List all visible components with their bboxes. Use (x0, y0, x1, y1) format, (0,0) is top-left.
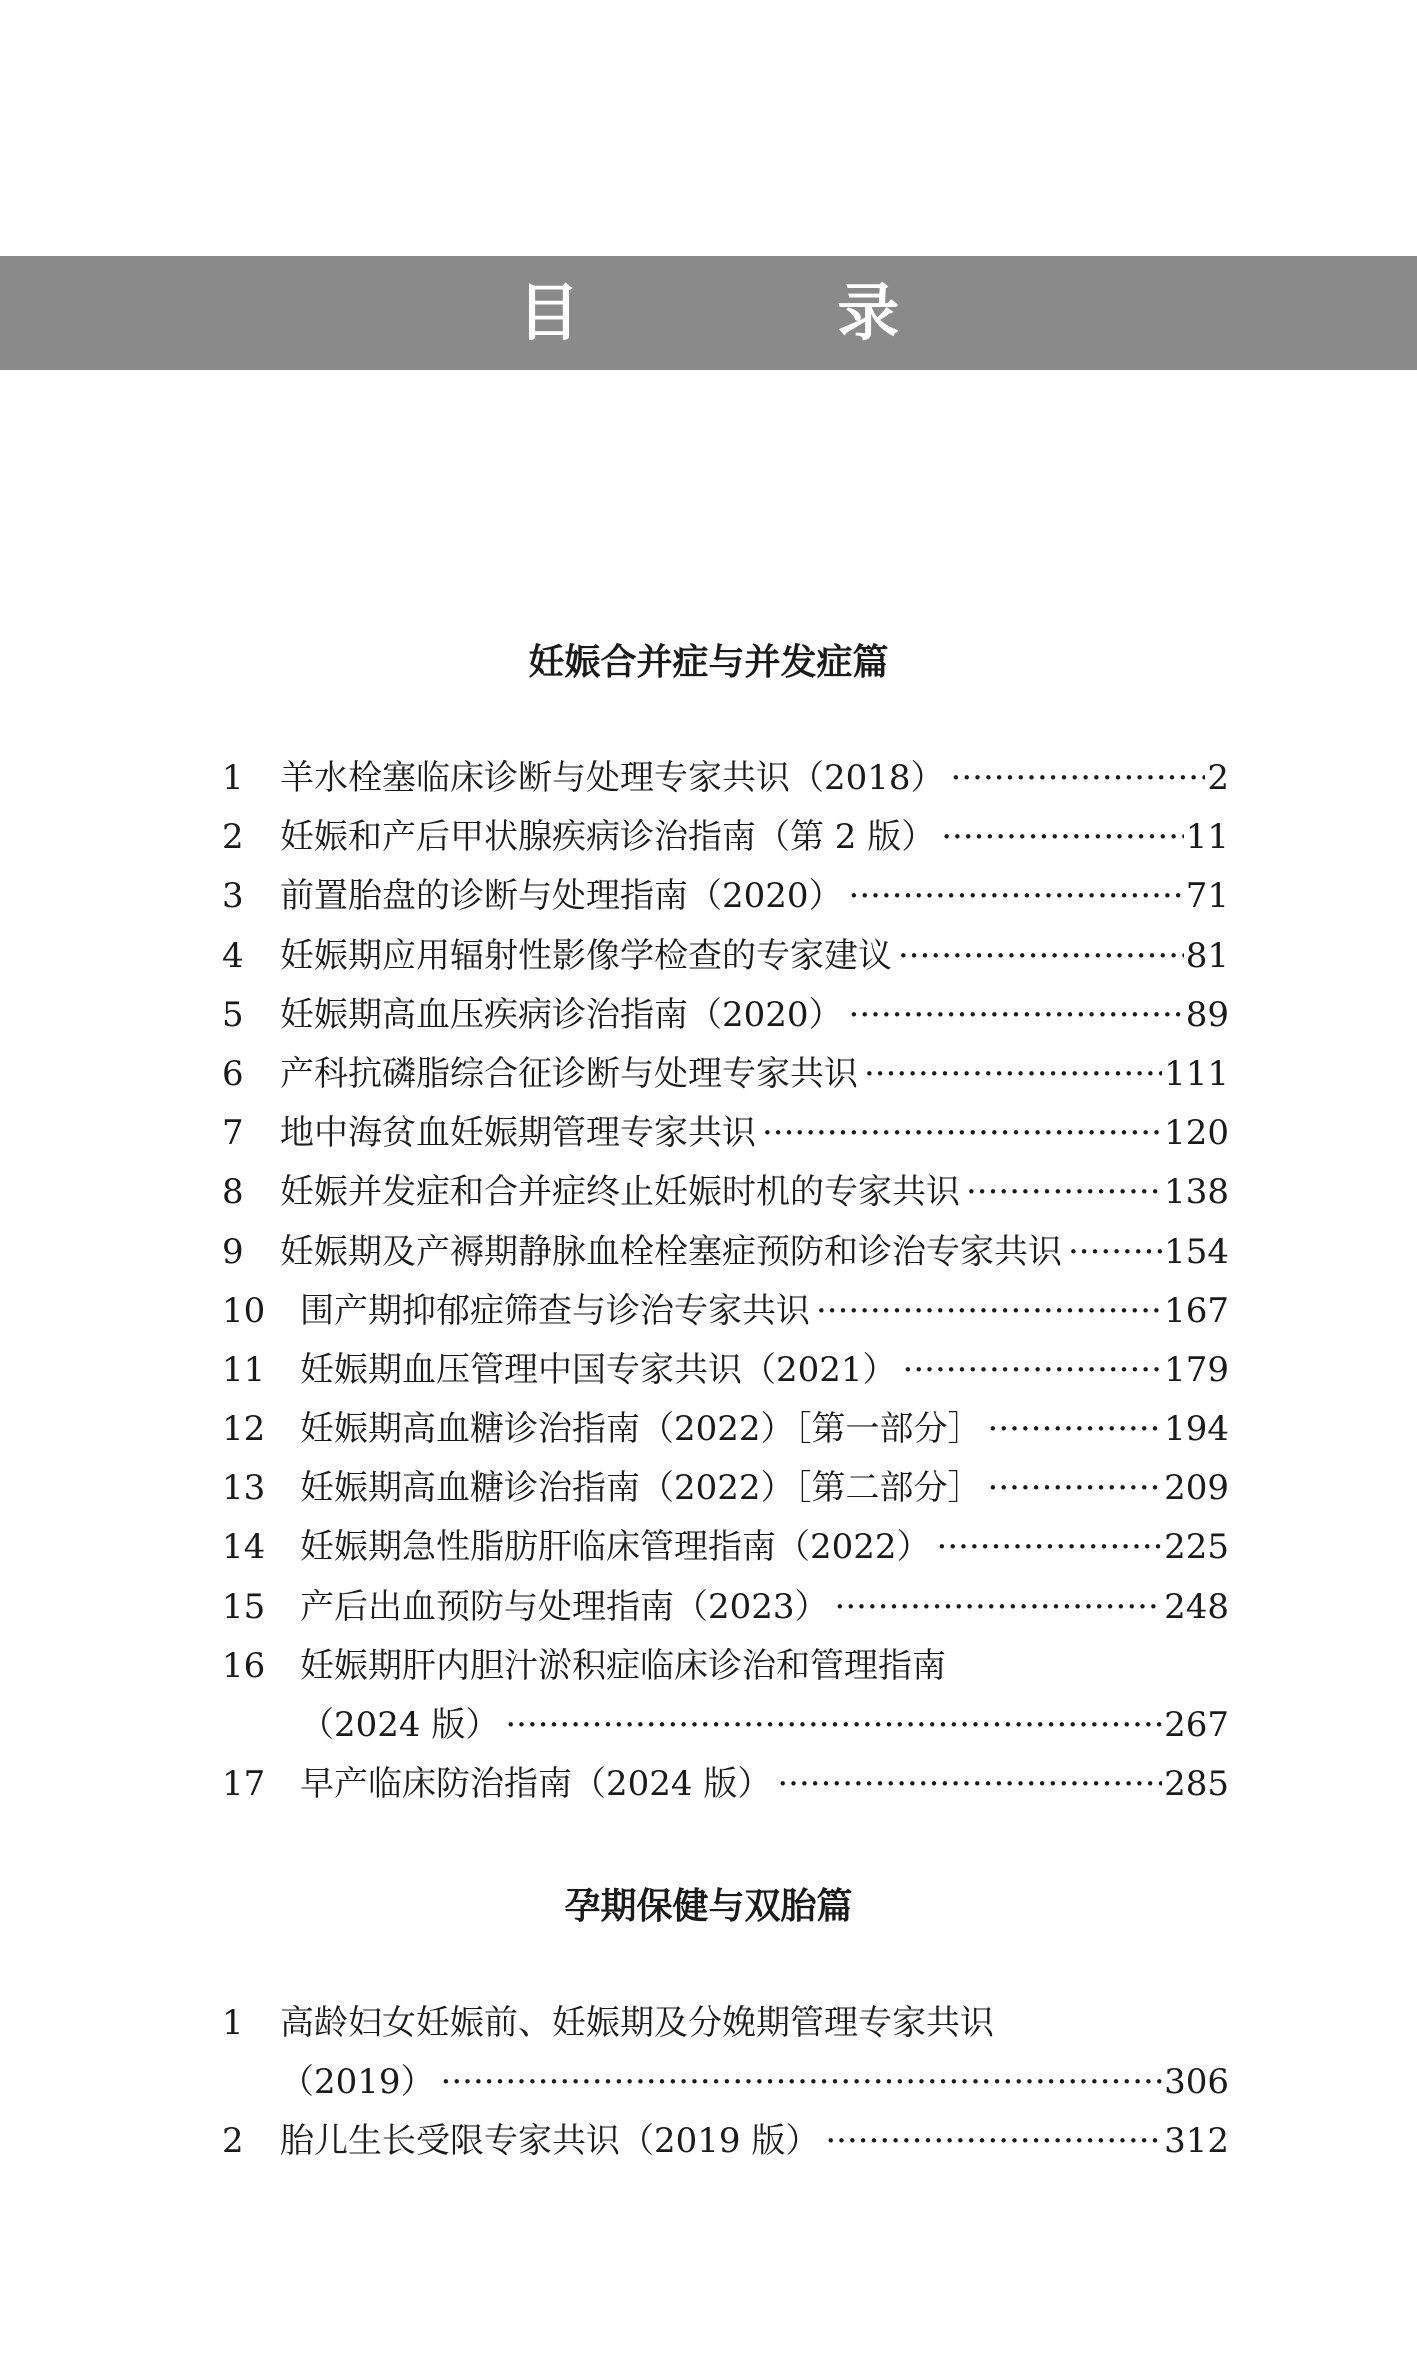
toc-entry-page: 285 (1164, 1764, 1229, 1805)
toc-entry[interactable] (222, 2053, 1229, 2112)
toc-entry-number: 1 (222, 2003, 244, 2043)
toc-dot-leader (441, 2053, 1163, 2112)
section-heading: 妊娠合并症与并发症篇 (528, 642, 889, 683)
toc-entry-page: 11 (1185, 817, 1229, 858)
toc-entry-title: 产科抗磷脂综合征诊断与处理专家共识 (280, 1053, 858, 1094)
toc-dot-leader (988, 1400, 1163, 1459)
toc-entry[interactable] (222, 1459, 1229, 1518)
toc-dot-leader (505, 1696, 1162, 1755)
toc-dot-leader (816, 1282, 1162, 1341)
toc-entry-page: 306 (1164, 2062, 1229, 2103)
toc-entry-title: 围产期抑郁症筛查与诊治专家共识 (300, 1290, 810, 1331)
toc-entry[interactable] (222, 1104, 1229, 1163)
toc-entry-number: 9 (222, 1231, 244, 1272)
toc-entry[interactable] (222, 1341, 1229, 1400)
toc-dot-leader (988, 1459, 1163, 1518)
toc-entry-title: 妊娠期高血糖诊治指南（2022）［第一部分］ (300, 1409, 982, 1450)
toc-entry[interactable] (222, 867, 1229, 926)
toc-entry-title: 妊娠期血压管理中国专家共识（2021） (300, 1349, 897, 1390)
toc-entry-page: 179 (1164, 1349, 1229, 1390)
toc-entry-title: 羊水栓塞临床诊断与处理专家共识（2018） (280, 758, 945, 798)
toc-entry-number: 7 (222, 1113, 244, 1154)
toc-entry-title: （2024 版） (300, 1705, 500, 1745)
toc-entry[interactable] (222, 1163, 1229, 1222)
toc-entry-title: 妊娠期高血压疾病诊治指南（2020） (280, 994, 843, 1035)
section-heading: 孕期保健与双胎篇 (564, 1886, 853, 1927)
toc-dot-leader (777, 1755, 1162, 1814)
toc-dot-leader (966, 1163, 1162, 1222)
toc-entry[interactable] (222, 1045, 1229, 1104)
toc-entry-number: 15 (222, 1586, 266, 1627)
toc-entry[interactable] (222, 1994, 1229, 2053)
toc-entry[interactable] (222, 1223, 1229, 1282)
toc-entry-title: 妊娠期及产褥期静脉血栓栓塞症预防和诊治专家共识 (280, 1231, 1062, 1272)
toc-entry[interactable] (222, 1637, 1229, 1696)
toc-entry-title: 妊娠期高血糖诊治指南（2022）［第二部分］ (300, 1468, 982, 1509)
toc-entry-title: 胎儿生长受限专家共识（2019 版） (280, 2121, 820, 2162)
toc-entry-title: 早产临床防治指南（2024 版） (300, 1764, 772, 1805)
toc-entry-title: 地中海贫血妊娠期管理专家共识 (280, 1113, 756, 1154)
toc-entry-page: 138 (1164, 1172, 1229, 1213)
toc-entry-title: 妊娠和产后甲状腺疾病诊治指南（第 2 版） (280, 817, 936, 858)
toc-entry-page: 154 (1164, 1231, 1229, 1272)
toc-entry[interactable] (222, 1282, 1229, 1341)
toc-entry-page: 167 (1164, 1290, 1229, 1331)
toc-entry-page: 120 (1164, 1113, 1229, 1154)
toc-entry[interactable] (222, 1755, 1229, 1814)
toc-entry-number: 16 (222, 1645, 266, 1686)
toc-entry-number: 1 (222, 758, 244, 798)
toc-entry[interactable] (222, 1578, 1229, 1637)
toc-dot-leader (937, 1518, 1163, 1577)
toc-entry-number: 12 (222, 1409, 266, 1450)
toc-list (222, 1994, 1229, 2172)
toc-entry[interactable] (222, 1400, 1229, 1459)
toc-entry[interactable] (222, 2112, 1229, 2171)
toc-entry-page: 111 (1164, 1053, 1229, 1094)
toc-entry-page: 248 (1164, 1586, 1229, 1627)
toc-entry-page: 81 (1185, 935, 1229, 976)
toc-entry-page: 312 (1164, 2121, 1229, 2162)
title-band (0, 256, 1417, 370)
toc-entry[interactable] (222, 1518, 1229, 1577)
toc-entry-page: 89 (1185, 994, 1229, 1035)
toc-dot-leader (864, 1045, 1162, 1104)
toc-dot-leader (951, 749, 1206, 808)
toc-entry-title: 妊娠期急性脂肪肝临床管理指南（2022） (300, 1527, 931, 1568)
toc-entry-number: 10 (222, 1290, 266, 1331)
toc-entry-number: 3 (222, 876, 244, 917)
toc-entry-page: 267 (1164, 1705, 1229, 1745)
toc-entry-number: 5 (222, 994, 244, 1035)
toc-dot-leader (849, 867, 1184, 926)
toc-dot-leader (898, 927, 1184, 986)
toc-entry[interactable] (222, 1696, 1229, 1755)
toc-entry-number: 4 (222, 935, 244, 976)
toc-entry-title: 前置胎盘的诊断与处理指南（2020） (280, 876, 843, 917)
toc-dot-leader (1068, 1223, 1162, 1282)
toc-entry-number: 2 (222, 817, 244, 858)
toc-entry[interactable] (222, 927, 1229, 986)
toc-entry-number: 11 (222, 1349, 266, 1390)
toc-entry[interactable] (222, 986, 1229, 1045)
toc-entry[interactable] (222, 749, 1229, 808)
toc-entry-title: 高龄妇女妊娠前、妊娠期及分娩期管理专家共识 (280, 2003, 994, 2043)
page-title: 目 录 (517, 276, 1018, 349)
toc-entry-title: （2019） (280, 2062, 435, 2103)
toc-entry[interactable] (222, 808, 1229, 867)
toc-entry-number: 14 (222, 1527, 266, 1568)
toc-dot-leader (825, 2112, 1162, 2171)
toc-dot-leader (941, 808, 1183, 867)
toc-entry-number: 8 (222, 1172, 244, 1213)
toc-entry-number: 6 (222, 1053, 244, 1094)
toc-entry-number: 2 (222, 2121, 244, 2162)
toc-entry-title: 妊娠并发症和合并症终止妊娠时机的专家共识 (280, 1172, 960, 1213)
toc-entry-page: 209 (1164, 1468, 1229, 1509)
toc-entry-title: 产后出血预防与处理指南（2023） (300, 1586, 829, 1627)
toc-dot-leader (762, 1104, 1162, 1163)
toc-dot-leader (849, 986, 1184, 1045)
toc-entry-title: 妊娠期应用辐射性影像学检查的专家建议 (280, 935, 892, 976)
toc-entry-page: 225 (1164, 1527, 1229, 1568)
toc-dot-leader (835, 1578, 1163, 1637)
toc-list (222, 749, 1229, 1814)
toc-entry-page: 2 (1207, 758, 1229, 798)
toc-entry-title: 妊娠期肝内胆汁淤积症临床诊治和管理指南 (300, 1645, 946, 1686)
toc-entry-page: 71 (1185, 876, 1229, 917)
toc-entry-page: 194 (1164, 1409, 1229, 1450)
toc-dot-leader (903, 1341, 1163, 1400)
toc-entry-number: 17 (222, 1764, 266, 1805)
toc-entry-number: 13 (222, 1468, 266, 1509)
